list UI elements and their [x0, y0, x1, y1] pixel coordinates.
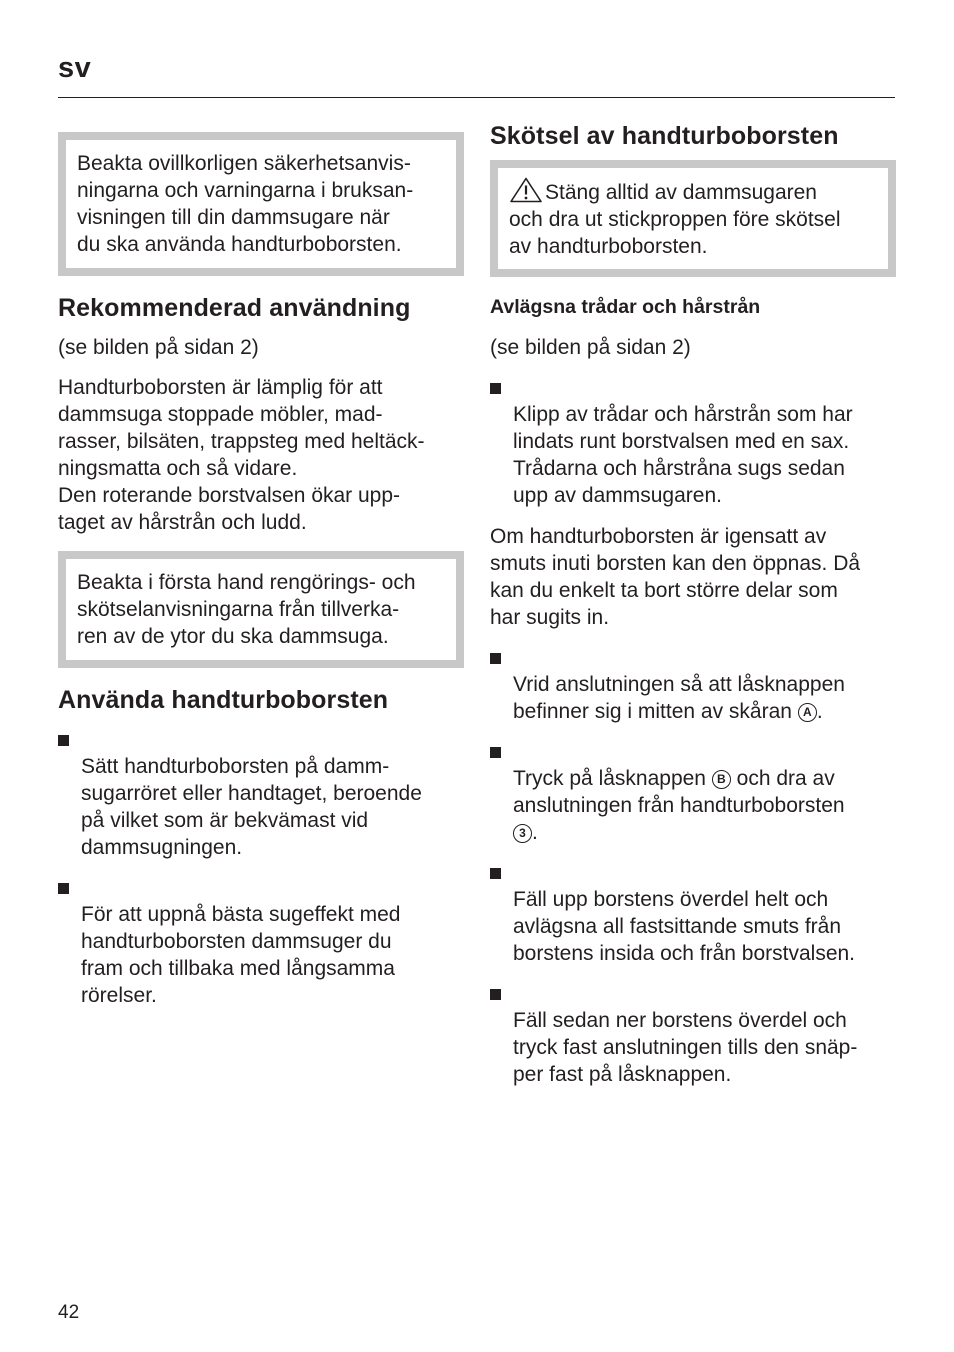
list-item-text-end: .: [816, 700, 823, 723]
list-item-text: Sätt handturboborsten på damm- sugarröret eller handtaget, beroende på vilket som är bekvämast vid dammsugningen.: [81, 755, 422, 859]
warning-message: Stäng alltid av dammsugaren och dra ut stickproppen före skötsel av handturboborsten.: [509, 181, 841, 258]
manufacturer-note-box: [58, 551, 464, 668]
heading-remove-threads: Avlägsna trådar och hårstrån: [490, 296, 761, 318]
heading-brush-care: Skötsel av handturboborsten: [490, 122, 839, 150]
list-item-text: Fäll sedan ner borstens överdel och tryck fast anslutningen tills den snäp- per fast på låsknappen.: [513, 1009, 858, 1086]
right-column: [490, 120, 896, 1088]
bullet-square-icon: [490, 868, 501, 879]
manufacturer-note-text: Beakta i första hand rengörings- och skötselanvisningarna från tillverka- ren av de ytor du ska dammsuga.: [77, 571, 416, 648]
list-item: [58, 874, 464, 1009]
list-item: [58, 726, 464, 861]
language-code: sv: [58, 52, 92, 84]
header-divider: [58, 97, 895, 98]
recommended-use-paragraph: Handturboborsten är lämplig för att dammsuga stoppade möbler, mad- rasser, bilsäten, trappsteg med heltäck- ningsmatta och så vidare. Den roterande borstvalsen ökar upp- taget av hårstrån och ludd.: [58, 376, 425, 534]
bullet-square-icon: [490, 383, 501, 394]
disassembly-list: [490, 644, 896, 1088]
warning-box: [490, 160, 896, 277]
warning-triangle-icon: [509, 177, 543, 203]
marker-b-icon: B: [712, 770, 731, 789]
bullet-square-icon: [490, 989, 501, 1000]
list-item-text-mid: och dra av anslutningen från handturboborsten: [513, 767, 845, 817]
clogged-brush-paragraph: Om handturboborsten är igensatt av smuts inuti borsten kan den öppnas. Då kan du enkelt ta bort större delar som har sugits in.: [490, 525, 861, 629]
heading-recommended-use: Rekommenderad användning: [58, 294, 411, 322]
usage-list: [58, 726, 464, 1009]
cut-list: [490, 374, 896, 509]
bullet-square-icon: [490, 747, 501, 758]
picture-reference: (se bilden på sidan 2): [58, 336, 259, 359]
safety-note-text: Beakta ovillkorligen säkerhetsanvis- ningarna och varningarna i bruksan- visningen till din dammsugare när du ska använda handturboborsten.: [77, 152, 414, 256]
bullet-square-icon: [58, 735, 69, 746]
marker-a-icon: A: [798, 703, 817, 722]
list-item: [490, 738, 896, 846]
list-item: [490, 644, 896, 725]
left-column: [58, 120, 464, 1009]
list-item-text: För att uppnå bästa sugeffekt med handturboborsten dammsuger du fram och tillbaka med långsamma rörelser.: [81, 903, 401, 1007]
list-item-text: Klipp av trådar och hårstrån som har lindats runt borstvalsen med en sax. Trådarna och hårstråna sugs sedan upp av dammsugaren.: [513, 403, 853, 507]
list-item: [490, 859, 896, 967]
bullet-square-icon: [58, 883, 69, 894]
list-item-text: Vrid anslutningen så att låsknappen befinner sig i mitten av skåran: [513, 673, 845, 723]
list-item-text: Tryck på låsknappen: [513, 767, 712, 790]
warning-text: [509, 177, 877, 260]
list-item-text-end: .: [532, 821, 538, 844]
marker-3-icon: 3: [513, 824, 532, 843]
picture-reference: (se bilden på sidan 2): [490, 336, 691, 359]
safety-note-box: [58, 132, 464, 276]
bullet-square-icon: [490, 653, 501, 664]
page-number: 42: [58, 1302, 80, 1323]
list-item: [490, 374, 896, 509]
list-item: [490, 980, 896, 1088]
list-item-text: Fäll upp borstens överdel helt och avlägsna all fastsittande smuts från borstens insida och från borstvalsen.: [513, 888, 856, 965]
heading-using-brush: Använda handturboborsten: [58, 686, 389, 714]
